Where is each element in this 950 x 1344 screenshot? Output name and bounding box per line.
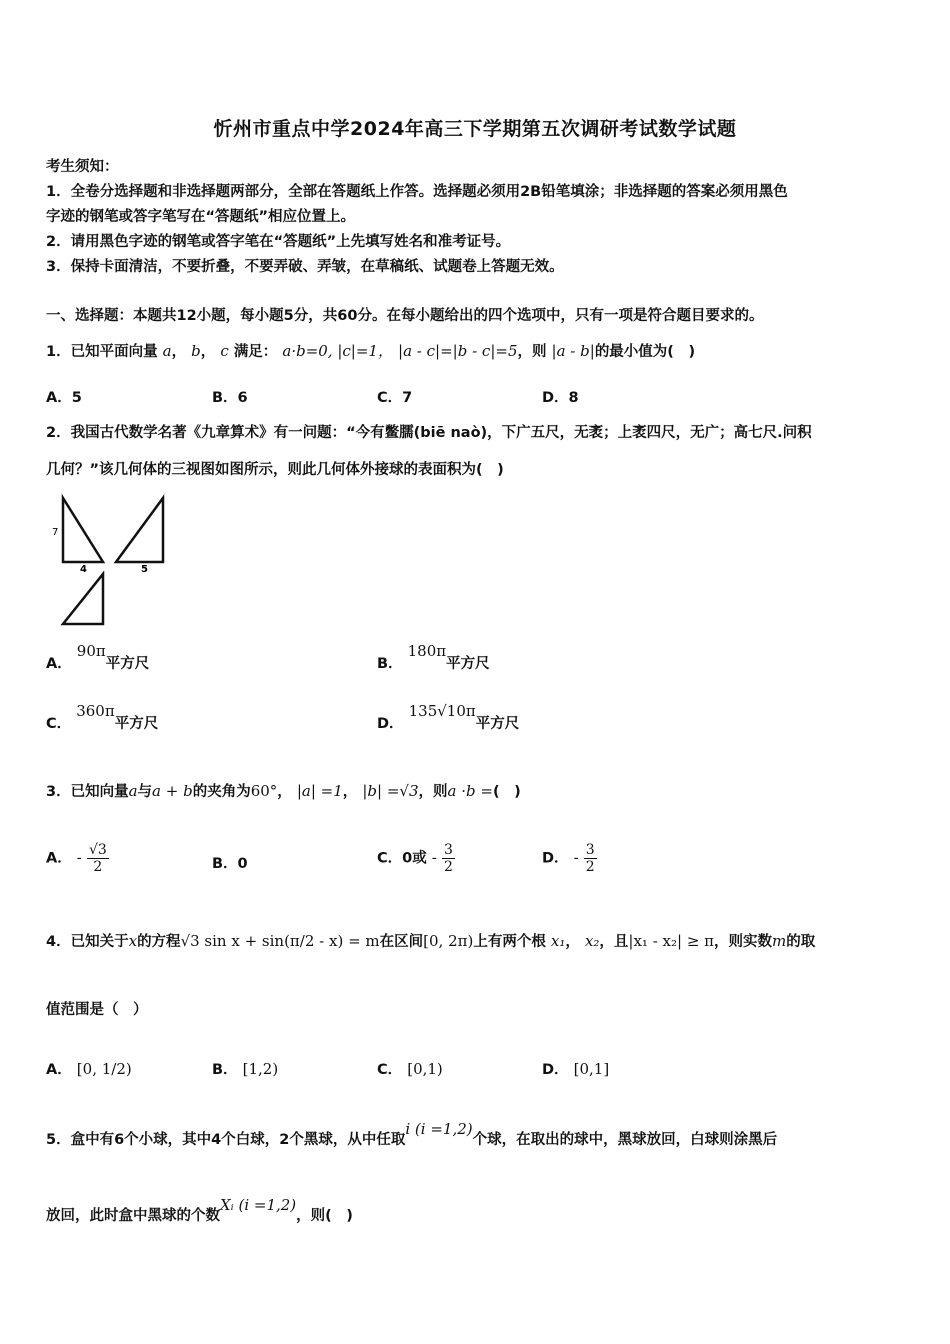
fig-label-width: 4 — [80, 564, 87, 575]
q4-option-d-label: D． — [542, 1062, 569, 1078]
question-4-line-2: 值范围是（ ） — [46, 1002, 148, 1018]
page-title: 忻州市重点中学2024年高三下学期第五次调研考试数学试题 — [213, 118, 737, 140]
q5-p2: 个球，在取出的球中，黑球放回，白球则涂黑后 — [472, 1132, 778, 1148]
q3-p1: 3．已知向量 — [46, 784, 129, 800]
q2-option-b-unit: 平方尺 — [446, 656, 490, 672]
q3-ab: a + b — [152, 782, 193, 800]
q4-p1: 4．已知关于 — [46, 934, 129, 950]
front-view-triangle — [63, 498, 103, 562]
q1-var-a: a — [162, 342, 172, 360]
q3-option-b[interactable]: B．0 — [212, 856, 248, 872]
notice-item-1: 1．全卷分选择题和非选择题两部分，全部在答题纸上作答。选择题必须用2B铅笔填涂；非选择题的答案必须用黑色 — [46, 184, 788, 200]
q1-option-d[interactable]: D．8 — [542, 390, 579, 406]
q2-option-c-label: C． — [46, 716, 72, 732]
q2-option-c-value: 360π — [76, 702, 115, 720]
q5-p1: 5．盒中有6个小球，其中4个白球，2个黑球，从中任取 — [46, 1132, 406, 1148]
q1-sep: ， — [171, 344, 187, 360]
q3-option-d[interactable] — [542, 842, 597, 875]
q4-option-c-label: C． — [377, 1062, 403, 1078]
three-view-figure — [46, 490, 176, 630]
notice-heading: 考生须知： — [46, 159, 119, 175]
q4-option-d[interactable] — [542, 1058, 609, 1079]
q3-angle: 60° — [250, 782, 278, 800]
q4-option-b[interactable] — [212, 1058, 278, 1079]
q3-option-a-label: A． — [46, 850, 72, 867]
minus-sign: - — [431, 848, 437, 867]
q4-option-a-value: [0, 1/2) — [76, 1060, 132, 1078]
q4-option-b-label: B． — [212, 1062, 238, 1078]
q3-option-c-fraction: $\frac{3}{2}$ — [443, 842, 453, 875]
q4-root-x1: x₁ — [550, 932, 566, 950]
question-2-line-2: 几何？”该几何体的三视图如图所示，则此几何体外接球的表面积为( ) — [46, 462, 504, 478]
q2-option-a-label: A． — [46, 656, 72, 672]
minus-sign: - — [76, 848, 82, 867]
q4-option-d-value: [0,1] — [573, 1060, 610, 1078]
q4-p2: 的方程 — [137, 934, 181, 950]
q2-option-d[interactable] — [377, 702, 520, 733]
q4-option-b-value: [1,2) — [242, 1060, 279, 1078]
q2-option-a-unit: 平方尺 — [105, 656, 150, 672]
q4-p7: 的取 — [786, 934, 816, 950]
q3-p4: ，则 — [418, 784, 448, 800]
q3-p3: 的夹角为 — [192, 784, 251, 800]
question-2-line-1: 2．我国古代数学名著《九章算术》有一问题：“今有鳖臑(biē naò)，下广五尺，无袤；上袤四尺，无广；高七尺.问积 — [46, 425, 812, 441]
q4-option-c-value: [0,1) — [407, 1060, 443, 1078]
fig-label-depth: 5 — [141, 564, 148, 575]
q4-option-a[interactable] — [46, 1058, 132, 1079]
q4-p3: 在区间 — [379, 934, 424, 950]
notice-item-1-cont: 字迹的钢笔或答字笔写在“答题纸”相应位置上。 — [46, 209, 356, 225]
q3-option-d-label: D． — [542, 850, 569, 867]
q2-option-b-value: 180π — [407, 642, 447, 660]
q1-mid: 满足： — [233, 344, 278, 360]
q2-option-d-unit: 平方尺 — [475, 716, 520, 732]
q1-option-a[interactable]: A．5 — [46, 390, 82, 406]
q2-option-a-value: 90π — [76, 642, 106, 660]
q5-p3: 放回，此时盒中黑球的个数 — [46, 1208, 220, 1224]
question-5-line-1 — [46, 1120, 778, 1149]
side-view-triangle — [116, 498, 163, 562]
question-1 — [46, 340, 695, 361]
q2-option-b[interactable] — [377, 642, 490, 673]
fig-label-height: 7 — [52, 527, 59, 538]
top-view-triangle — [63, 574, 103, 624]
minus-sign: - — [573, 848, 579, 867]
q3-dot: a ·b = — [447, 782, 493, 800]
q1-var-b: b — [191, 342, 201, 360]
q5-p4: ，则( ) — [296, 1208, 353, 1224]
q3-p2: 与 — [137, 784, 153, 800]
q4-option-c[interactable] — [377, 1058, 443, 1079]
q1-then: ，则 — [517, 344, 547, 360]
q1-suffix: 的最小值为( ) — [594, 344, 696, 360]
q2-option-c-unit: 平方尺 — [114, 716, 159, 732]
q3-cond-1: |a| =1 — [296, 782, 343, 800]
q3-option-a[interactable] — [46, 842, 109, 875]
q5-expr-2: Xᵢ (i =1,2) — [220, 1196, 297, 1214]
q3-option-c[interactable] — [377, 842, 455, 875]
q4-root-x2: x₂ — [584, 932, 600, 950]
question-5-line-2 — [46, 1196, 353, 1225]
q1-cond-1: a·b=0, |c|=1， — [282, 342, 393, 360]
q1-cond-2: |a - c|=|b - c|=5 — [398, 342, 518, 360]
q3-cond-2: |b| =√3 — [362, 782, 419, 800]
q1-option-c[interactable]: C．7 — [377, 390, 413, 406]
q3-option-c-label: C．0或 — [377, 850, 427, 867]
q3-option-a-fraction: $\frac{√3}{2}$ — [88, 842, 107, 875]
q2-option-d-value: 135√10π — [408, 702, 476, 720]
q4-p4: 上有两个根 — [473, 934, 546, 950]
q1-option-b[interactable]: B．6 — [212, 390, 248, 406]
q3-p5: ( ) — [492, 784, 521, 800]
question-3: 3．已知向量a与a + b的夹角为60°， |a| =1， |b| =√3，则a ·b =( ) — [46, 782, 521, 800]
section-1-heading: 一、选择题：本题共12小题，每小题5分，共60分。在每小题给出的四个选项中，只有一项是符合题目要求的。 — [46, 308, 764, 324]
notice-item-3: 3．保持卡面清洁，不要折叠，不要弄破、弄皱，在草稿纸、试题卷上答题无效。 — [46, 259, 564, 275]
q4-m: m — [772, 932, 787, 950]
q2-option-d-label: D． — [377, 716, 404, 732]
q1-sep: ， — [200, 344, 216, 360]
q2-option-b-label: B． — [377, 656, 403, 672]
q4-p6: ，则实数 — [714, 934, 773, 950]
q1-expr: |a - b| — [551, 342, 595, 360]
q2-option-a[interactable] — [46, 642, 150, 673]
q3-a: a — [128, 782, 138, 800]
q1-var-c: c — [220, 342, 229, 360]
q4-p5: ，且 — [599, 934, 629, 950]
q4-equation: √3 sin x + sin(π/2 - x) = m — [180, 932, 380, 950]
q4-interval: [0, 2π) — [423, 932, 474, 950]
q5-expr: i (i =1,2) — [405, 1120, 473, 1138]
q4-option-a-label: A． — [46, 1062, 72, 1078]
q3-option-d-fraction: $\frac{3}{2}$ — [585, 842, 595, 875]
notice-item-2: 2．请用黑色字迹的钢笔或答字笔在“答题纸”上先填写姓名和准考证号。 — [46, 234, 511, 250]
q1-prefix: 1．已知平面向量 — [46, 344, 158, 360]
q4-x: x — [128, 932, 138, 950]
q2-option-c[interactable] — [46, 702, 159, 733]
question-4-line-1: 4．已知关于x的方程√3 sin x + sin(π/2 - x) = m在区间[0, 2π)上有两个根 x₁， x₂，且|x₁ - x₂| ≥ π，则实数m的取 — [46, 932, 816, 950]
q4-condition: |x₁ - x₂| ≥ π — [628, 932, 715, 950]
